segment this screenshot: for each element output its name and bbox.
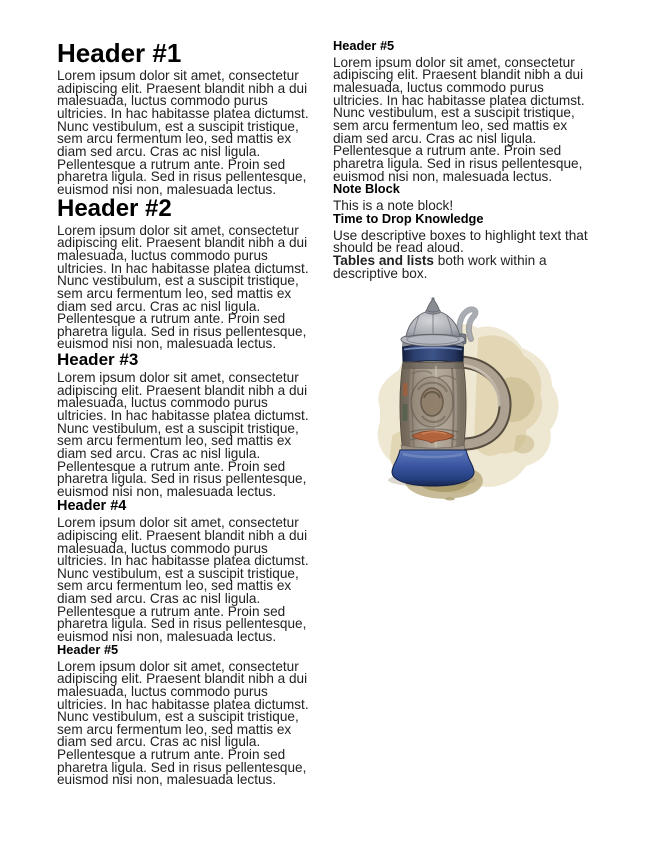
heading-3: Header #3 [57,350,139,370]
right-column [333,40,603,502]
knowledge-block-text: Use descriptive boxes to highlight text that should be read aloud. [333,227,588,256]
tables-note-rest: both work within a descriptive box. [333,252,547,281]
lorem-paragraph-6: Lorem ipsum dolor sit amet, consectetur adipiscing elit. Praesent blandit nibh a dui malesuada, luctus commodo purus ultricies. In hac habitasse platea dictumst. Nunc vestibulum, est a suscipit tristique, sem arcu fermentum leo, sed mattis ex diam sed arcu. Cras ac nisl ligula. Pellentesque a rutrum ante. Proin sed pharetra ligula. Sed in risus pellentesque, euismod nisi non, malesuada lectus. [333,54,585,184]
beer-stein-image [366,290,570,502]
lorem-paragraph-1: Lorem ipsum dolor sit amet, consectetur adipiscing elit. Praesent blandit nibh a dui malesuada, luctus commodo purus ultricies. In hac habitasse platea dictumst. Nunc vestibulum, est a suscipit tristique, sem arcu fermentum leo, sed mattis ex diam sed arcu. Cras ac nisl ligula. Pellentesque a rutrum ante. Proin sed pharetra ligula. Sed in risus pellentesque, euismod nisi non, malesuada lectus. [57,68,309,197]
tables-note-bold: Tables and lists [333,252,434,268]
heading-4: Header #4 [57,497,127,514]
lorem-paragraph-2: Lorem ipsum dolor sit amet, consectetur adipiscing elit. Praesent blandit nibh a dui malesuada, luctus commodo purus ultricies. In hac habitasse platea dictumst. Nunc vestibulum, est a suscipit tristique, sem arcu fermentum leo, sed mattis ex diam sed arcu. Cras ac nisl ligula. Pellentesque a rutrum ante. Proin sed pharetra ligula. Sed in risus pellentesque, euismod nisi non, malesuada lectus. [57,222,309,352]
heading-5: Header #5 [57,641,119,657]
heading-1: Header #1 [57,38,182,68]
heading-2: Header #2 [57,194,172,222]
knowledge-block-title: Time to Drop Knowledge [333,210,484,226]
lorem-paragraph-5: Lorem ipsum dolor sit amet, consectetur adipiscing elit. Praesent blandit nibh a dui malesuada, luctus commodo purus ultricies. In hac habitasse platea dictumst. Nunc vestibulum, est a suscipit tristique, sem arcu fermentum leo, sed mattis ex diam sed arcu. Cras ac nisl ligula. Pellentesque a rutrum ante. Proin sed pharetra ligula. Sed in risus pellentesque, euismod nisi non, malesuada lectus. [57,658,309,788]
note-block-title: Note Block [333,181,400,197]
stein-lid-top [401,298,465,347]
left-column [57,40,320,787]
stein-base [392,450,474,486]
note-block-text: This is a note block! [333,198,454,214]
lorem-paragraph-4: Lorem ipsum dolor sit amet, consectetur adipiscing elit. Praesent blandit nibh a dui malesuada, luctus commodo purus ultricies. In hac habitasse platea dictumst. Nunc vestibulum, est a suscipit tristique, sem arcu fermentum leo, sed mattis ex diam sed arcu. Cras ac nisl ligula. Pellentesque a rutrum ante. Proin sed pharetra ligula. Sed in risus pellentesque, euismod nisi non, malesuada lectus. [57,515,309,645]
tables-note [333,252,603,281]
stein-body [400,338,466,455]
lorem-paragraph-3: Lorem ipsum dolor sit amet, consectetur adipiscing elit. Praesent blandit nibh a dui malesuada, luctus commodo purus ultricies. In hac habitasse platea dictumst. Nunc vestibulum, est a suscipit tristique, sem arcu fermentum leo, sed mattis ex diam sed arcu. Cras ac nisl ligula. Pellentesque a rutrum ante. Proin sed pharetra ligula. Sed in risus pellentesque, euismod nisi non, malesuada lectus. [57,370,309,500]
heading-5-right: Header #5 [333,38,395,53]
